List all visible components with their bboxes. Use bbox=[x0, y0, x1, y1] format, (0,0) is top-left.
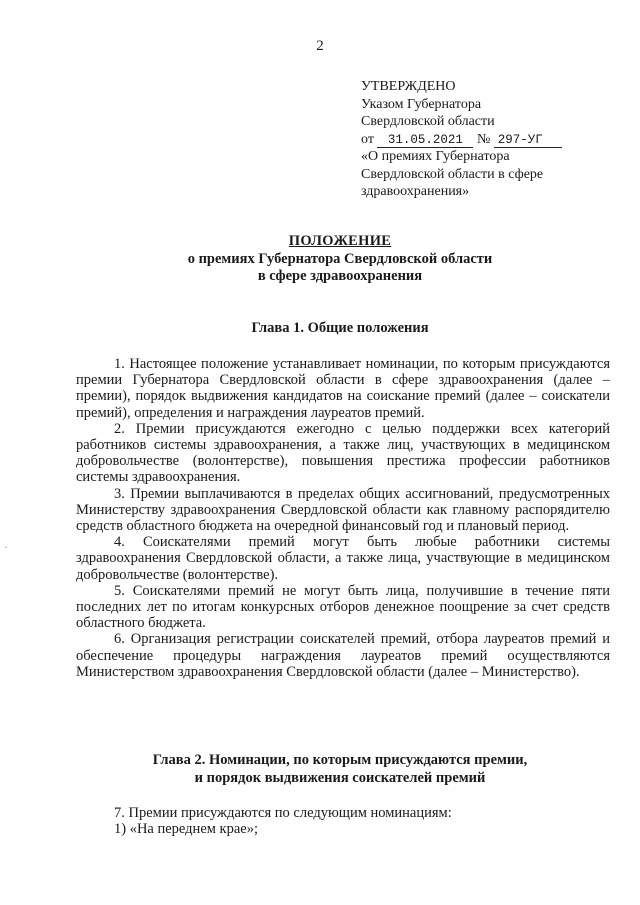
paragraph-7-item-1: 1) «На переднем крае»; bbox=[114, 821, 258, 838]
chapter-1-body bbox=[76, 356, 610, 680]
approval-line-2: Свердловской области bbox=[361, 114, 495, 129]
approval-line-1: Указом Губернатора bbox=[361, 96, 482, 112]
approval-subject-line-2: Свердловской области в сфере bbox=[361, 166, 544, 182]
paragraph-1: 1. Настоящее положение устанавливает номинации, по которым присуждаются премии Губернатора Свердловской области в сфере здравоохранения (далее – премии), порядок выдвижения кандидатов на соискание премий (далее – соискатели премий), определения и награждения лауреатов премий. bbox=[76, 356, 610, 421]
approval-subject-line-1: «О премиях Губернатора bbox=[361, 149, 510, 164]
paragraph-3: 3. Премии выплачиваются в пределах общих ассигнований, предусмотренных Министерству здравоохранения Свердловской области как главному распорядителю средств областного бюджета на очередной финансовый год и плановый период. bbox=[76, 485, 610, 535]
chapter-2-heading-line-1: Глава 2. Номинации, по которым присуждаются премии, bbox=[152, 752, 528, 768]
paragraph-6: 6. Организация регистрации соискателей премий, отбора лауреатов премий и обеспечение процедуры награждения лауреатов премий осуществляются Министерством здравоохранения Свердловской области (далее – Министерство). bbox=[76, 631, 610, 680]
chapter-2-heading-line-2: и порядок выдвижения соискателей премий bbox=[194, 769, 486, 786]
approval-number: 297-УГ bbox=[494, 133, 562, 148]
paragraph-5: 5. Соискателями премий не могут быть лица, получившие в течение пяти последних лет по итогам конкурсных отборов денежное поощрение за счет средств областного бюджета. bbox=[76, 582, 610, 632]
paragraph-7: 7. Премии присуждаются по следующим номинациям: bbox=[114, 805, 452, 821]
page-number: 2 bbox=[316, 38, 324, 54]
document-title: ПОЛОЖЕНИЕ bbox=[288, 233, 392, 249]
chapter-2-body bbox=[76, 805, 610, 837]
approval-date: 31.05.2021 bbox=[377, 133, 473, 148]
document-subtitle-line-2: в сфере здравоохранения bbox=[257, 268, 423, 284]
document-subtitle-line-1: о премиях Губернатора Свердловской области bbox=[187, 250, 493, 267]
paragraph-4: 4. Соискателями премий могут быть любые работники системы здравоохранения Свердловской области, а также лица, участвующие в медицинском добровольчестве (волонтерстве). bbox=[76, 534, 610, 583]
approval-subject-line-3: здравоохранения» bbox=[361, 184, 470, 199]
scan-margin-mark: · bbox=[4, 540, 8, 554]
approval-stamp bbox=[361, 78, 621, 201]
from-label: от bbox=[361, 131, 374, 147]
approval-status: УТВЕРЖДЕНО bbox=[361, 79, 456, 94]
chapter-2-heading bbox=[0, 752, 640, 787]
document-title-block bbox=[0, 233, 640, 286]
chapter-1-heading: Глава 1. Общие положения bbox=[251, 320, 429, 336]
number-label: № bbox=[476, 131, 491, 147]
paragraph-2: 2. Премии присуждаются ежегодно с целью поддержки всех категорий работников системы здравоохранения, а также лиц, участвующих в медицинском добровольчестве (волонтерстве), повышения престижа профессии работников системы здравоохранения. bbox=[76, 420, 610, 486]
approval-date-number-line bbox=[361, 131, 621, 149]
